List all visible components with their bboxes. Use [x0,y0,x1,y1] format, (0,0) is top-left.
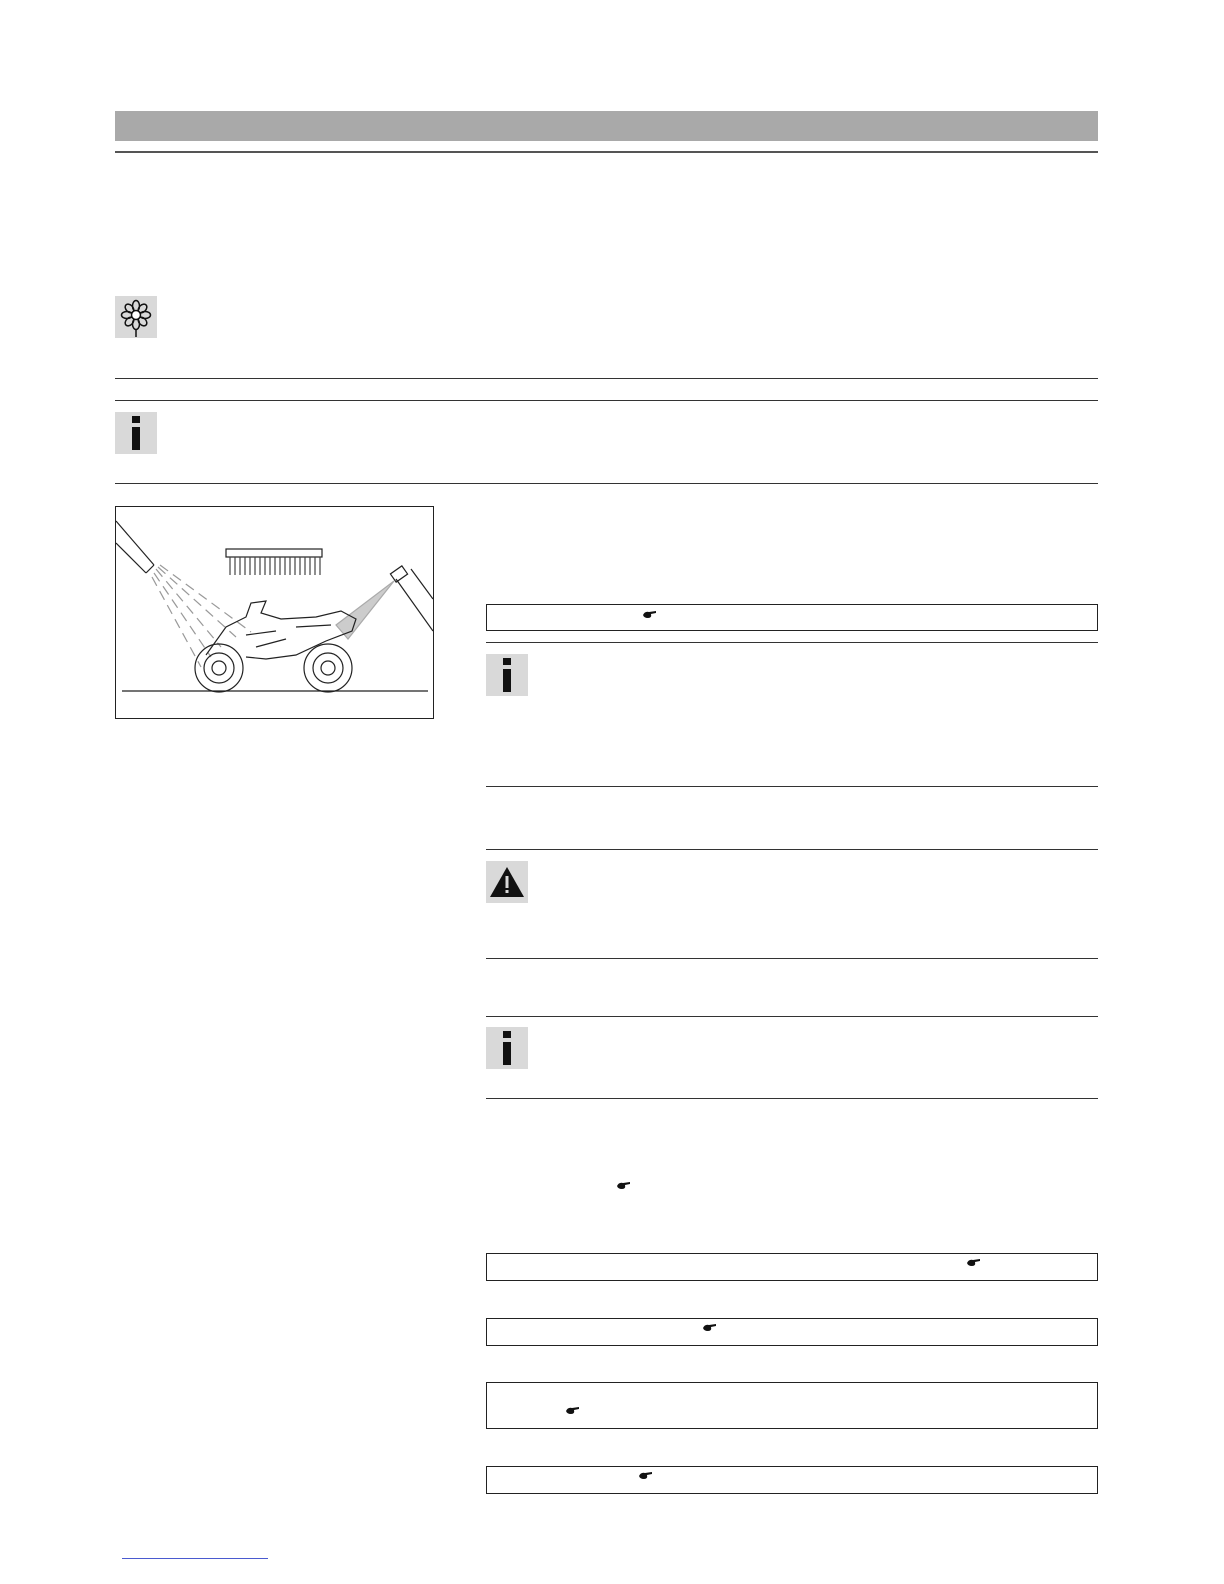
section-header-bar [115,111,1098,141]
divider [115,483,1098,484]
footer-link-underline[interactable] [122,1558,268,1559]
divider [486,786,1098,787]
divider [486,642,1098,643]
divider [115,378,1098,379]
vehicle-washing-drawing [116,507,433,718]
reference-box [486,1253,1098,1281]
pointing-hand-icon[interactable] [703,1323,717,1333]
flower-environment-icon [118,297,154,337]
pointing-hand-icon[interactable] [617,1181,631,1191]
reference-box [486,1318,1098,1346]
reference-box [486,1466,1098,1494]
washing-illustration [115,506,434,719]
info-icon [497,1031,517,1065]
pointing-hand-icon[interactable] [643,610,657,620]
info-note-icon-box [486,1027,528,1069]
reference-box [486,604,1098,631]
environment-note-icon-box [115,296,157,338]
warning-triangle-icon [489,866,525,898]
info-note-icon-box [115,412,157,454]
pointing-hand-icon[interactable] [967,1258,981,1268]
pointing-hand-icon[interactable] [566,1406,580,1416]
divider [486,849,1098,850]
divider [115,400,1098,401]
warning-note-icon-box [486,861,528,903]
divider [486,958,1098,959]
info-icon [497,658,517,692]
info-icon [126,416,146,450]
divider [486,1016,1098,1017]
pointing-hand-icon[interactable] [639,1471,653,1481]
divider [486,1098,1098,1099]
info-note-icon-box [486,654,528,696]
header-underline [115,151,1098,153]
reference-box [486,1382,1098,1429]
